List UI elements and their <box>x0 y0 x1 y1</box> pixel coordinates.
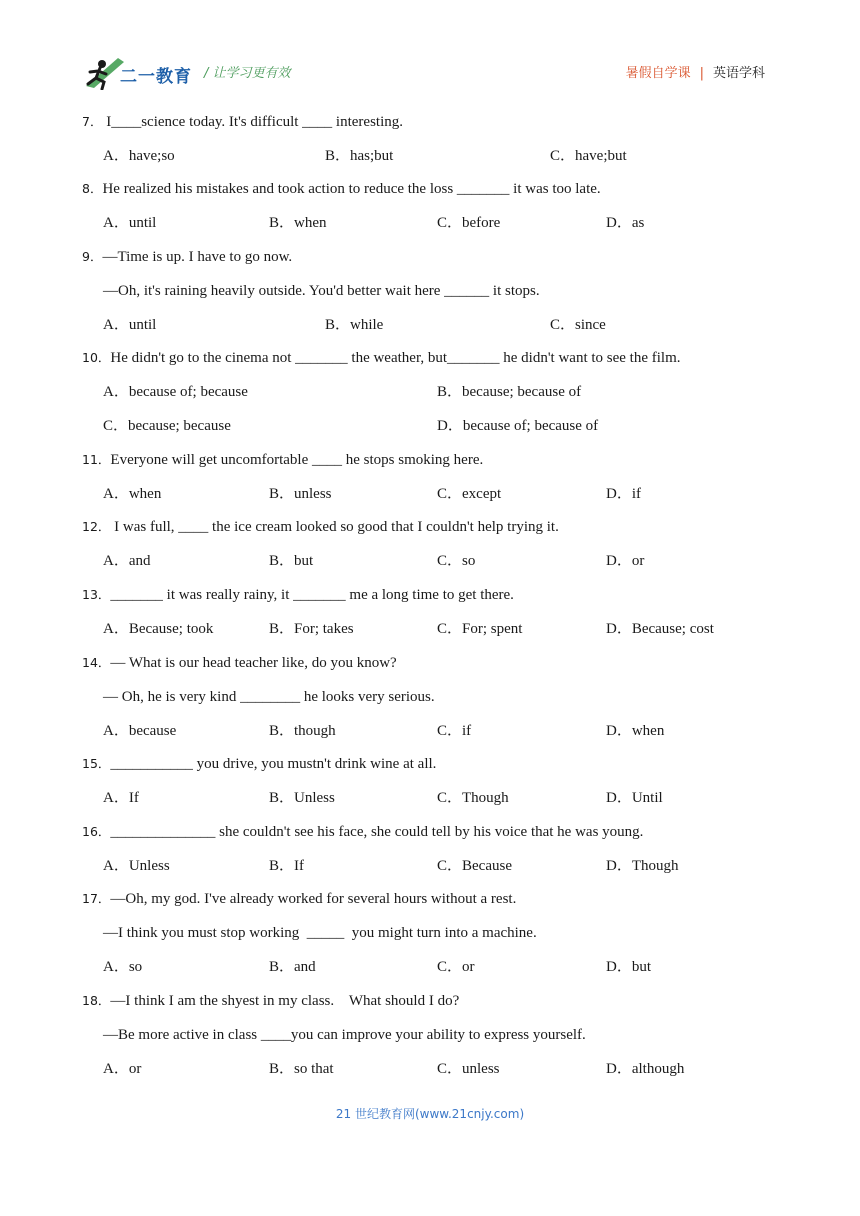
answer-option: B．but <box>269 553 314 569</box>
question-text-line2: —I think you must stop working _____ you might turn into a machine. <box>103 925 537 941</box>
answer-option: A．and <box>103 553 151 569</box>
answer-option: C．because; because <box>103 418 231 434</box>
answer-option: C．For; spent <box>437 621 523 637</box>
question-number: 12． <box>82 519 111 534</box>
answer-option: D．although <box>606 1061 685 1077</box>
answer-option: C．have;but <box>550 148 627 164</box>
question-text: ___________ you drive, you mustn't drink wine at all. <box>110 756 437 772</box>
answer-option: C．before <box>437 215 501 231</box>
question-number: 7． <box>82 114 103 129</box>
answer-option: C．unless <box>437 1061 500 1077</box>
question-stem <box>82 450 483 470</box>
question-text: He didn't go to the cinema not _______ the weather, but_______ he didn't want to see the film. <box>110 350 681 366</box>
answer-option: A．when <box>103 486 162 502</box>
question-text: —Oh, my god. I've already worked for several hours without a rest. <box>110 891 517 907</box>
question-text: ______________ she couldn't see his face, she could tell by his voice that he was young. <box>110 824 644 840</box>
answer-option: A．Because; took <box>103 621 214 637</box>
question-stem <box>82 585 514 605</box>
answer-option: B．For; takes <box>269 621 354 637</box>
question-number: 16． <box>82 824 111 839</box>
answer-option: C．or <box>437 959 475 975</box>
answer-option: A．so <box>103 959 143 975</box>
question-stem <box>82 653 397 673</box>
question-stem <box>82 754 436 774</box>
answer-option: B．when <box>269 215 327 231</box>
answer-option: B．because; because of <box>437 384 582 400</box>
header-separator: | <box>699 66 704 81</box>
question-text: Everyone will get uncomfortable ____ he stops smoking here. <box>110 452 484 468</box>
answer-option: D．or <box>606 553 645 569</box>
answer-option: A．until <box>103 215 157 231</box>
page-header <box>0 0 860 100</box>
slogan-slash: / <box>204 66 209 81</box>
question-number: 18． <box>82 993 111 1008</box>
answer-option: B．If <box>269 858 304 874</box>
answer-option: D．Though <box>606 858 679 874</box>
answer-option: D．but <box>606 959 652 975</box>
question-stem <box>82 991 459 1011</box>
answer-option: C．Though <box>437 790 509 806</box>
logo-text: 二一教育 <box>120 67 192 87</box>
question-text: I was full, ____ the ice cream looked so good that I couldn't help trying it. <box>110 519 559 535</box>
answer-option: B．and <box>269 959 316 975</box>
question-text-line2: — Oh, he is very kind ________ he looks very serious. <box>103 689 435 705</box>
question-stem <box>82 348 681 368</box>
answer-option: B．though <box>269 723 336 739</box>
answer-option: A．or <box>103 1061 142 1077</box>
question-number: 14． <box>82 655 111 670</box>
question-number: 9． <box>82 249 103 264</box>
answer-option: C．since <box>550 317 606 333</box>
question-stem <box>82 517 559 537</box>
question-text: I____science today. It's difficult ____ interesting. <box>102 114 404 130</box>
question-number: 11． <box>82 452 111 467</box>
answer-option: D．when <box>606 723 665 739</box>
answer-option: B．while <box>325 317 384 333</box>
slogan <box>204 62 291 81</box>
answer-option: D．Because; cost <box>606 621 714 637</box>
slogan-text: 让学习更有效 <box>212 66 291 81</box>
answer-option: C．except <box>437 486 502 502</box>
answer-option: B．unless <box>269 486 332 502</box>
answer-option: A．have;so <box>103 148 175 164</box>
question-stem <box>82 247 292 267</box>
answer-option: B．so that <box>269 1061 334 1077</box>
header-right <box>626 62 765 81</box>
question-number: 17． <box>82 891 111 906</box>
question-number: 8． <box>82 181 103 196</box>
page-footer: 21 世纪教育网(www.21cnjy.com) <box>335 1107 525 1121</box>
course-label: 暑假自学课 <box>625 66 691 81</box>
question-text: —Time is up. I have to go now. <box>102 249 293 265</box>
question-text: — What is our head teacher like, do you know? <box>110 655 397 671</box>
answer-option: A．If <box>103 790 139 806</box>
answer-option: D．if <box>606 486 641 502</box>
answer-option: B．Unless <box>269 790 335 806</box>
answer-option: A．Unless <box>103 858 170 874</box>
answer-option: A．until <box>103 317 157 333</box>
answer-option: A．because <box>103 723 177 739</box>
answer-option: A．because of; because <box>103 384 248 400</box>
answer-option: C．Because <box>437 858 512 874</box>
question-stem <box>82 179 601 199</box>
answer-option: D．Until <box>606 790 663 806</box>
answer-option: B．has;but <box>325 148 394 164</box>
question-text: _______ it was really rainy, it _______ me a long time to get there. <box>110 587 514 603</box>
answer-option: D．because of; because of <box>437 418 599 434</box>
question-number: 15． <box>82 756 111 771</box>
question-stem <box>82 889 516 909</box>
question-text-line2: —Oh, it's raining heavily outside. You'd better wait here ______ it stops. <box>103 283 540 299</box>
answer-option: C．if <box>437 723 472 739</box>
question-text-line2: —Be more active in class ____you can improve your ability to express yourself. <box>103 1027 586 1043</box>
question-number: 10． <box>82 350 111 365</box>
question-stem <box>82 112 403 132</box>
question-stem <box>82 822 643 842</box>
subject-label: 英语学科 <box>712 66 765 81</box>
question-number: 13． <box>82 587 111 602</box>
question-text: —I think I am the shyest in my class. What should I do? <box>110 993 460 1009</box>
answer-option: D．as <box>606 215 645 231</box>
answer-option: C．so <box>437 553 476 569</box>
question-text: He realized his mistakes and took action to reduce the loss _______ it was too late. <box>102 181 601 197</box>
